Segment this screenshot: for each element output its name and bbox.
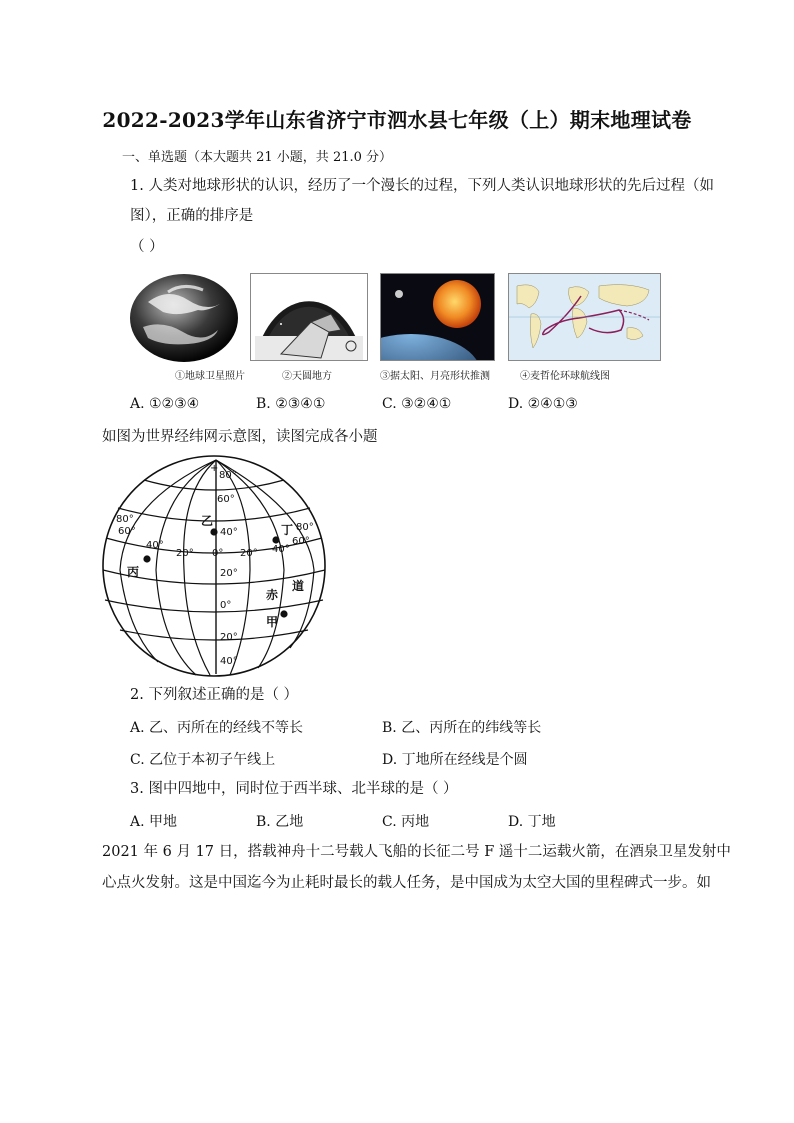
lon-label-60e: 60° <box>292 536 310 547</box>
point-yi-marker <box>211 529 217 535</box>
lat-label-20s: 20° <box>220 632 238 643</box>
q2-stem: 2. 下列叙述正确的是（ ） <box>130 687 299 703</box>
lat-label-80: 80° <box>219 470 237 481</box>
tianyuandifang-image <box>250 273 368 361</box>
magellan-route-image <box>508 273 661 361</box>
q1-option-c[interactable]: C. ③②④① <box>382 396 452 412</box>
lon-label-20w: 20° <box>176 548 194 559</box>
passage-line1: 2021 年 6 月 17 日，搭载神舟十二号载人飞船的长征二号 F 遥十二运载火箭，在酒泉卫星发射中 <box>102 844 731 860</box>
equator-label-dao: 道 <box>292 579 305 593</box>
q1-option-b[interactable]: B. ②③④① <box>256 396 326 412</box>
lon-label-0: 0° <box>212 548 224 559</box>
q1-answer-blank: （ ） <box>130 239 164 255</box>
satellite-earth-image <box>128 272 240 362</box>
point-ding-marker <box>273 537 279 543</box>
lat-label-0: 0° <box>220 600 232 611</box>
globe-intro: 如图为世界经纬网示意图，读图完成各小题 <box>102 429 378 445</box>
q1-stem-line2: 图），正确的排序是 <box>130 208 254 224</box>
passage-line2: 心点火发射。这是中国迄今为止耗时最长的载人任务，是中国成为太空大国的里程碑式一步。如 <box>102 875 711 891</box>
point-jia-marker <box>281 611 287 617</box>
section-heading: 一、单选题（本大题共 21 小题，共 21.0 分） <box>122 150 393 165</box>
lon-label-60w: 60° <box>118 526 136 537</box>
place-ding: 丁 <box>281 523 294 537</box>
lon-label-40w: 40° <box>146 540 164 551</box>
point-bing-marker <box>144 556 150 562</box>
lat-label-40: 40° <box>220 527 238 538</box>
equator-label-chi: 赤 <box>266 588 279 602</box>
lat-label-40s: 40° <box>220 656 238 667</box>
caption-3: ③据太阳、月亮形状推测 <box>380 371 490 382</box>
q3-option-b[interactable]: B. 乙地 <box>256 814 304 830</box>
lon-label-80e: 80° <box>296 522 314 533</box>
q3-stem: 3. 图中四地中，同时位于西半球、北半球的是（ ） <box>130 781 458 797</box>
q3-option-c[interactable]: C. 丙地 <box>382 814 430 830</box>
place-bing: 丙 <box>127 565 140 579</box>
q3-option-d[interactable]: D. 丁地 <box>508 814 556 830</box>
caption-2: ②天圆地方 <box>282 371 332 382</box>
q1-stem-line1: 1. 人类对地球形状的认识，经历了一个漫长的过程，下列人类认识地球形状的先后过程（如 <box>130 178 714 194</box>
lon-label-80w: 80° <box>116 514 134 525</box>
lat-label-20n: 20° <box>220 568 238 579</box>
q2-option-b[interactable]: B. 乙、丙所在的纬线等长 <box>382 720 542 736</box>
q2-option-a[interactable]: A. 乙、丙所在的经线不等长 <box>130 720 304 736</box>
caption-4: ④麦哲伦环球航线图 <box>520 371 610 382</box>
sun-moon-image <box>380 273 495 361</box>
q2-option-c[interactable]: C. 乙位于本初子午线上 <box>130 752 276 768</box>
place-yi: 乙 <box>201 514 214 528</box>
q1-option-d[interactable]: D. ②④①③ <box>508 396 578 412</box>
lon-label-20e: 20° <box>240 548 258 559</box>
lat-label-60: 60° <box>217 494 235 505</box>
lon-label-40e: 40° <box>272 544 290 555</box>
north-pole-mark: + <box>210 463 219 474</box>
exam-title: 2022-2023学年山东省济宁市泗水县七年级（上）期末地理试卷 <box>102 108 692 132</box>
q1-option-a[interactable]: A. ①②③④ <box>130 396 200 412</box>
q2-option-d[interactable]: D. 丁地所在经线是个圆 <box>382 752 528 768</box>
q3-option-a[interactable]: A. 甲地 <box>130 814 178 830</box>
graticule-globe-figure <box>100 452 330 678</box>
place-jia: 甲 <box>266 615 279 629</box>
caption-1: ①地球卫星照片 <box>175 371 245 382</box>
